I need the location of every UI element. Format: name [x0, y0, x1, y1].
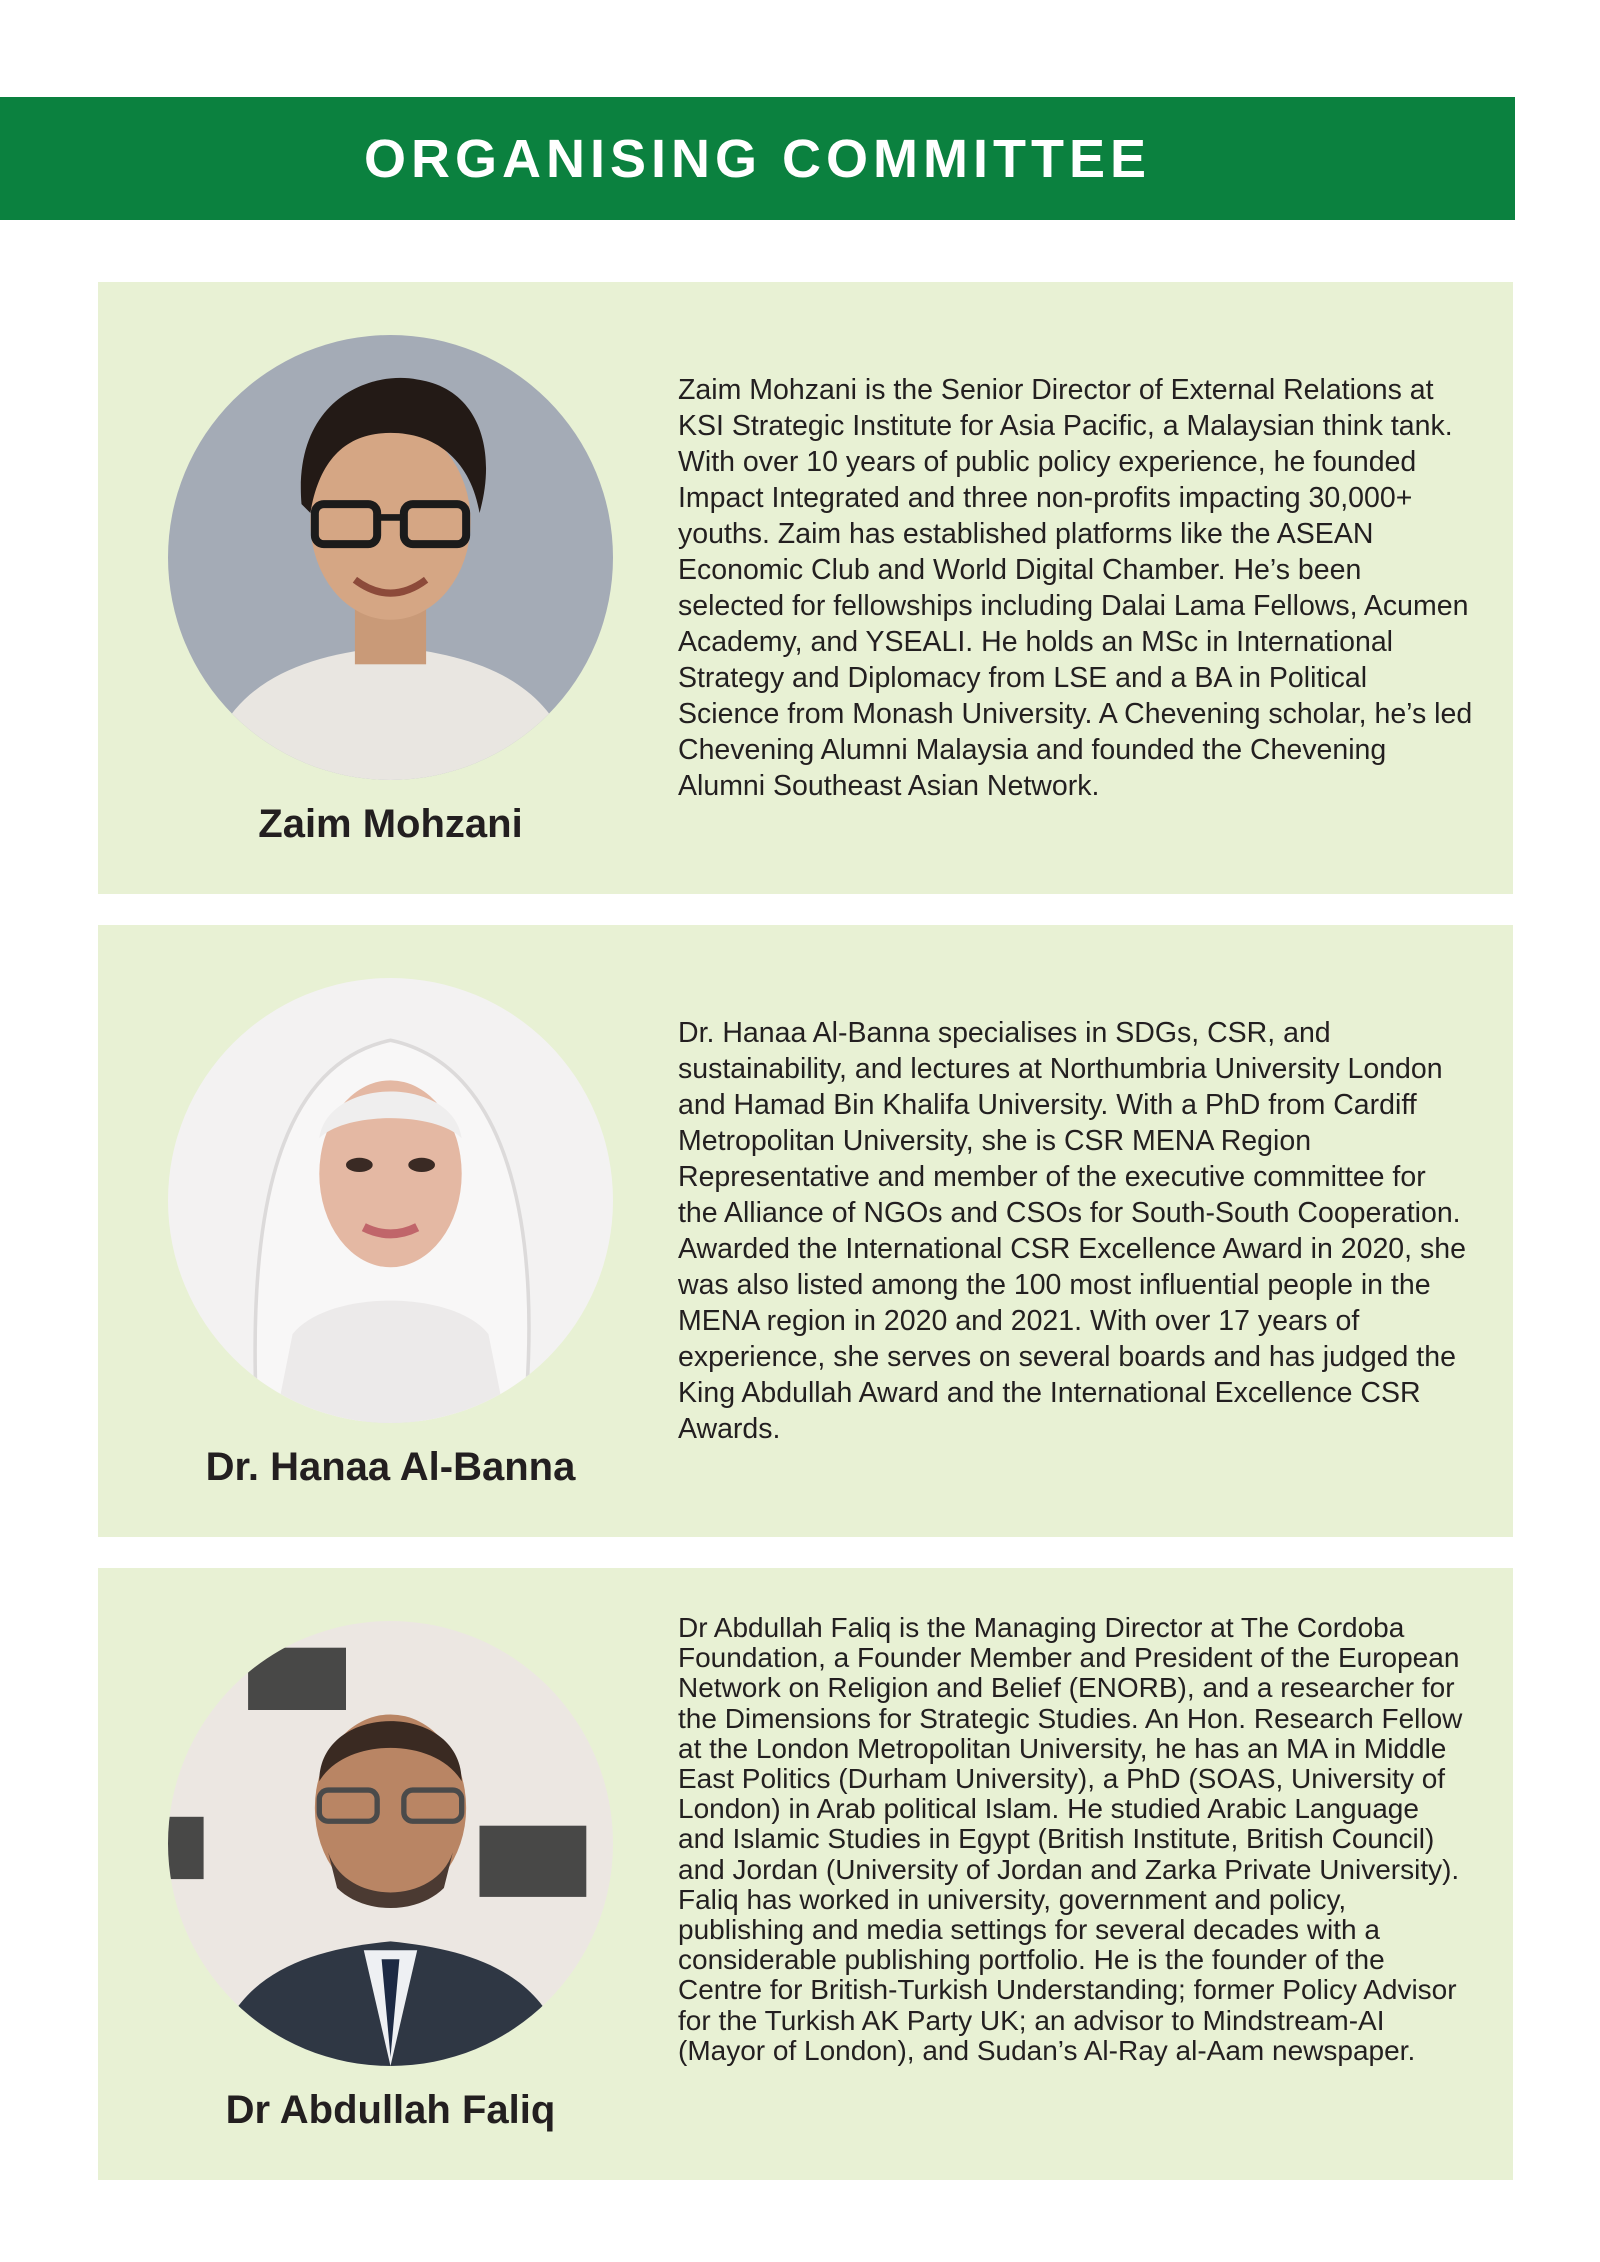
member-card	[98, 282, 1513, 894]
member-bio	[678, 1015, 1473, 1447]
member-name: Zaim Mohzani	[258, 802, 523, 846]
bio-paragraph: Faliq has worked in university, government and policy, publishing and media settings for several decades with a considerable publishing portfolio. He is the founder of the Centre for British-Turkish Understanding; former Policy Advisor for the Turkish AK Party UK; an advisor to Mindstream-AI (Mayor of London), and Sudan’s Al-Ray al-Aam newspaper.	[678, 1883, 1457, 2066]
member-bio	[678, 372, 1473, 804]
member-photo	[168, 978, 613, 1423]
member-name: Dr. Hanaa Al-Banna	[205, 1445, 576, 1489]
member-card	[98, 925, 1513, 1537]
member-name: Dr Abdullah Faliq	[225, 2088, 556, 2132]
member-photo	[168, 1621, 613, 2066]
page-title: ORGANISING COMMITTEE	[364, 128, 1151, 189]
member-card	[98, 1568, 1513, 2180]
bio-paragraph: Zaim Mohzani is the Senior Director of External Relations at KSI Strategic Institute for Asia Pacific, a Malaysian think tank. With over 10 years of public policy experience, he founded Impact Integrated and three non-profits impacting 30,000+ youths. Zaim has established platforms like the ASEAN Economic Club and World Digital Chamber. He’s been selected for fellowships including Dalai Lama Fellows, Acumen Academy, and YSEALI. He holds an MSc in International Strategy and Diplomacy from LSE and a BA in Political Science from Monash University. A Chevening scholar, he’s led Chevening Alumni Malaysia and founded the Chevening Alumni Southeast Asian Network.	[678, 374, 1473, 802]
member-photo	[168, 335, 613, 780]
bio-paragraph: Dr Abdullah Faliq is the Managing Director at The Cordoba Foundation, a Founder Member and President of the European Network on Religion and Belief (ENORB), and a researcher for the Dimensions for Strategic Studies. An Hon. Research Fellow at the London Metropolitan University, he has an MA in Middle East Politics (Durham University), a PhD (SOAS, University of London) in Arab political Islam. He studied Arabic Language and Islamic Studies in Egypt (British Institute, British Council) and Jordan (University of Jordan and Zarka Private University).	[678, 1612, 1463, 1885]
member-bio	[678, 1613, 1473, 2066]
bio-paragraph: Dr. Hanaa Al-Banna specialises in SDGs, CSR, and sustainability, and lectures at Northumbria University London and Hamad Bin Khalifa University. With a PhD from Cardiff Metropolitan University, she is CSR MENA Region Representative and member of the executive committee for the Alliance of NGOs and CSOs for South-South Cooperation. Awarded the International CSR Excellence Award in 2020, she was also listed among the 100 most influential people in the MENA region in 2020 and 2021. With over 17 years of experience, she serves on several boards and has judged the King Abdullah Award and the International Excellence CSR Awards.	[678, 1017, 1466, 1445]
header-banner	[0, 97, 1515, 220]
